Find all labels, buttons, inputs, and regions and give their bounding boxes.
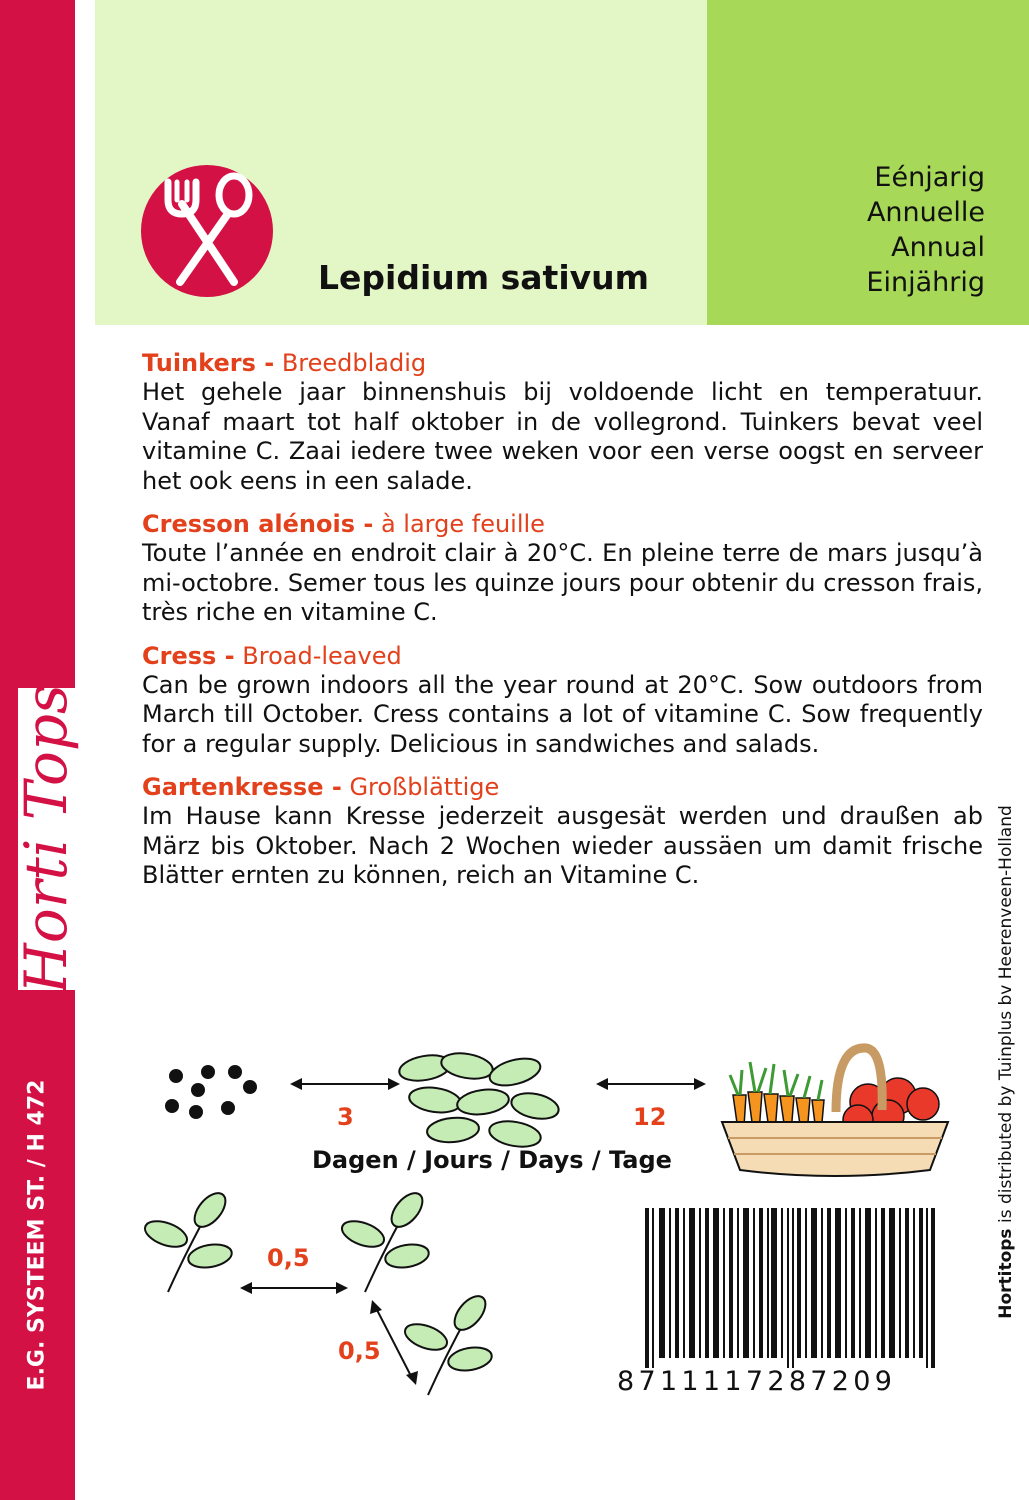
section-text: Can be grown indoors all the year round at 20°C. Sow outdoors from March till October. Cress contains a lot of vitamine C. Sow frequently for a regular supply. Delicious in sandwiches and salads. <box>142 670 983 758</box>
distributor-brand: Hortitops <box>996 1228 1016 1319</box>
section-german <box>142 772 983 891</box>
salad-utensils-icon <box>140 164 274 298</box>
distributor-text: is distributed by Tuinplus bv Heerenveen-Holland <box>996 805 1016 1229</box>
section-english <box>142 641 983 760</box>
section-dutch <box>142 348 983 496</box>
days-label: Dagen / Jours / Days / Tage <box>312 1146 672 1174</box>
duration-list <box>866 160 985 300</box>
section-variety: à large feuille <box>380 510 545 538</box>
species-name: Lepidium sativum <box>318 258 650 297</box>
section-name: Tuinkers - <box>142 349 275 377</box>
duration-en: Annual <box>891 232 985 263</box>
harvest-arrow-icon <box>596 1074 706 1094</box>
section-variety: Großblättige <box>349 773 500 801</box>
plant-spacing-value: 0,5 <box>338 1337 381 1365</box>
duration-nl: Eénjarig <box>874 162 985 193</box>
section-variety: Broad-leaved <box>242 641 402 670</box>
section-variety: Breedbladig <box>281 349 427 377</box>
seeds-icon <box>160 1062 260 1122</box>
germination-days: 3 <box>337 1103 354 1131</box>
section-french <box>142 509 983 628</box>
plant-icon <box>138 1192 243 1297</box>
section-heading <box>142 348 983 378</box>
row-spacing-arrow-icon <box>240 1278 348 1298</box>
standard-label: E.G. SYSTEEM ST. / H 472 <box>24 1079 50 1391</box>
section-name: Cresson alénois - <box>142 510 374 538</box>
section-heading <box>142 772 983 802</box>
section-text: Het gehele jaar binnenshuis bij voldoende licht en temperatuur. Vanaf maart tot half oktober in de vollegrond. Tuinkers bevat veel vitamine C. Zaai iedere twee weken voor een verse oogst en serveer het ook eens in een salade. <box>142 378 983 495</box>
brand-logo-text: Horti Tops <box>12 684 80 994</box>
duration-de: Einjährig <box>866 267 985 298</box>
germination-arrow-icon <box>290 1074 400 1094</box>
distributor-note <box>996 805 1016 1319</box>
description-sections <box>142 348 983 904</box>
harvest-basket-icon <box>718 1040 953 1180</box>
barcode-image <box>645 1208 935 1368</box>
row-spacing-value: 0,5 <box>267 1244 310 1272</box>
section-name: Cress - <box>142 641 235 670</box>
seedlings-icon <box>395 1048 565 1148</box>
plant-icon <box>335 1192 440 1297</box>
section-heading <box>142 509 983 539</box>
section-text: Toute l’année en endroit clair à 20°C. En pleine terre de mars jusqu’à mi-octobre. Semer tous les quinze jours pour obtenir du cresson frais, très riche en vitamine C. <box>142 539 983 626</box>
barcode-number: 8711117287209 <box>617 1366 897 1397</box>
section-text: Im Hause kann Kresse jederzeit ausgesät werden und draußen ab März bis Oktober. Nach 2 Wochen wieder aussäen um damit frische Blätter ernten zu können, reich an Vitamine C. <box>142 802 983 889</box>
section-name: Gartenkresse - <box>142 773 342 801</box>
harvest-days: 12 <box>633 1103 667 1131</box>
duration-fr: Annuelle <box>866 197 985 228</box>
section-heading <box>142 641 983 671</box>
